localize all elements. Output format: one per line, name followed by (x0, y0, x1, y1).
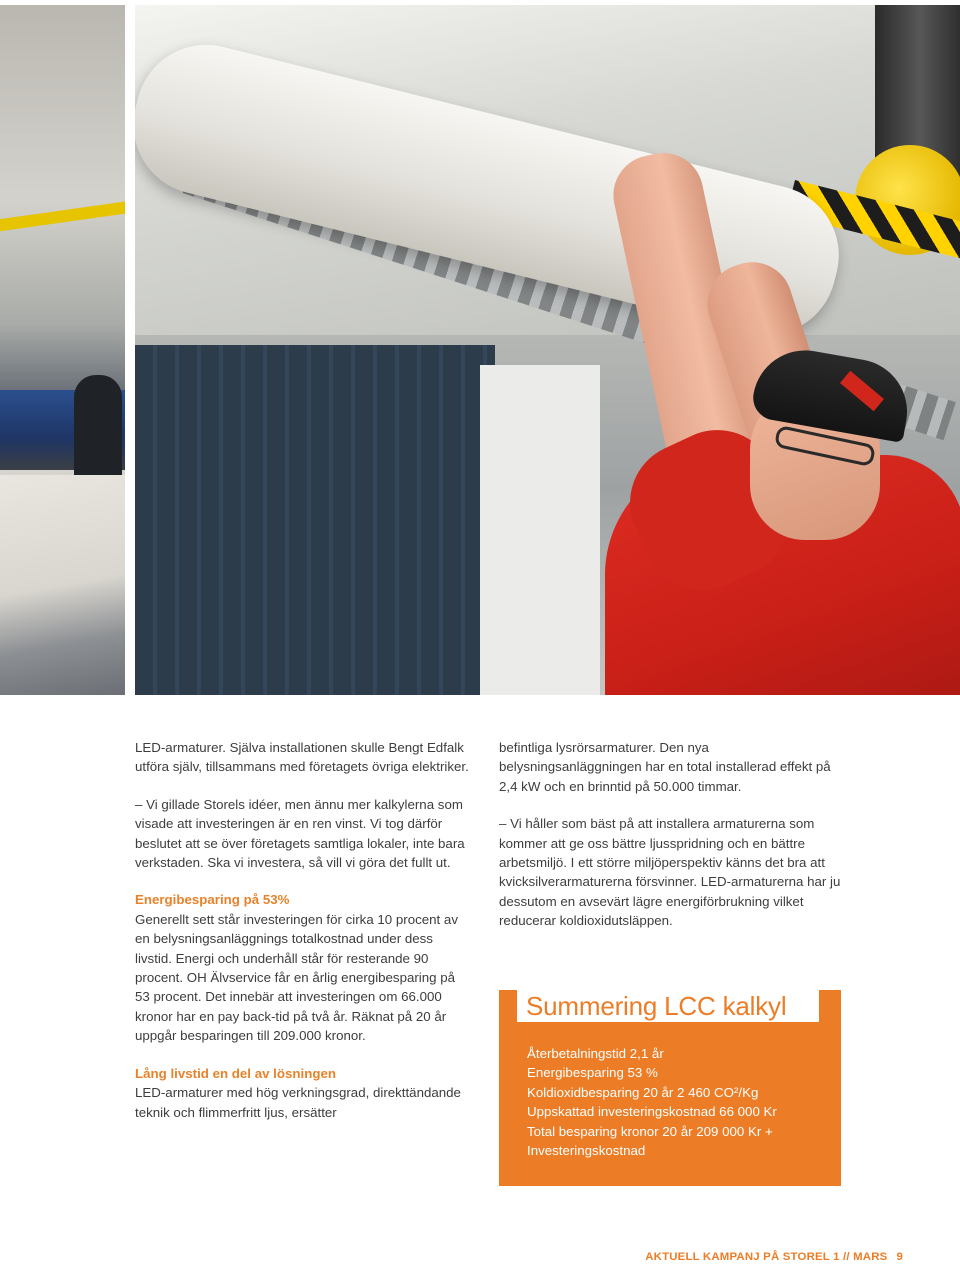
subheading: Lång livstid en del av lösningen (135, 1065, 336, 1081)
photo-detail-stripe (0, 198, 125, 234)
subsection (135, 1064, 470, 1122)
paragraph: – Vi håller som bäst på att installera armaturerna som kommer att ge oss bättre ljusspridning och en bättre arbetsmiljö. I ett större miljöperspektiv känns det bra att kvicksilverarmaturerna försvinner. LED-armaturerna har ju dessutom en avsevärt lägre energiförbrukning vilket reducerar koldioxidutsläppen. (499, 816, 841, 929)
summary-list (527, 1044, 777, 1160)
paragraph: LED-armaturer med hög verkningsgrad, direkttändande teknik och flimmerfritt ljus, ersätter (135, 1085, 461, 1120)
main-photo (135, 5, 960, 695)
photo-detail-person (74, 375, 122, 485)
workshop-photo (0, 5, 125, 695)
photo-detail-floor (0, 475, 125, 695)
photo-detail-frame (480, 365, 600, 695)
summary-item: Total besparing kronor 20 år 209 000 Kr + (527, 1123, 773, 1139)
running-title: AKTUELL KAMPANJ PÅ STOREL 1 // MARS (645, 1251, 888, 1263)
summary-title: Summering LCC kalkyl (517, 990, 819, 1022)
article-column-left (135, 738, 470, 1122)
summary-item: Energibesparing 53 % (527, 1065, 658, 1081)
article-column-right (499, 738, 849, 949)
photo-detail-door (135, 345, 495, 695)
paragraph: befintliga lysrörsarmaturer. Den nya belysningsanläggningen har en total installerad effekt på 2,4 kW och en brinntid på 50.000 timmar. (499, 740, 831, 794)
summary-item: Koldioxidbesparing 20 år 2 460 CO²/Kg (527, 1084, 759, 1100)
page-number: 9 (896, 1251, 903, 1263)
subsection (135, 890, 470, 1045)
subheading: Energibesparing på 53% (135, 892, 290, 908)
paragraph: Generellt sett står investeringen för cirka 10 procent av en belysningsanläggnings totalkostnad under dess livstid. Energi och underhåll står för resterande 90 procent. OH Älvservice får en årlig energibesparing på 53 procent. Det innebär att investeringen om 66.000 kronor har en pay back-tid på två år. Räknat på 20 år uppgår besparingen till 209.000 kronor. (135, 911, 458, 1044)
paragraph: – Vi gillade Storels idéer, men ännu mer kalkylerna som visade att investeringen är en ren vinst. Vi tog därför beslutet att se över företagets samtliga lokaler, inte bara verkstaden. Ska vi investera, så vill vi göra det fullt ut. (135, 796, 465, 871)
page-footer (645, 1251, 903, 1263)
paragraph: LED-armaturer. Själva installationen skulle Bengt Edfalk utföra själv, tillsammans med företagets övriga elektriker. (135, 740, 469, 775)
summary-item: Uppskattad investeringskostnad 66 000 Kr (527, 1104, 777, 1120)
summary-item: Återbetalningstid 2,1 år (527, 1046, 664, 1061)
summary-box (499, 990, 841, 1186)
summary-item: Investeringskostnad (527, 1143, 646, 1159)
